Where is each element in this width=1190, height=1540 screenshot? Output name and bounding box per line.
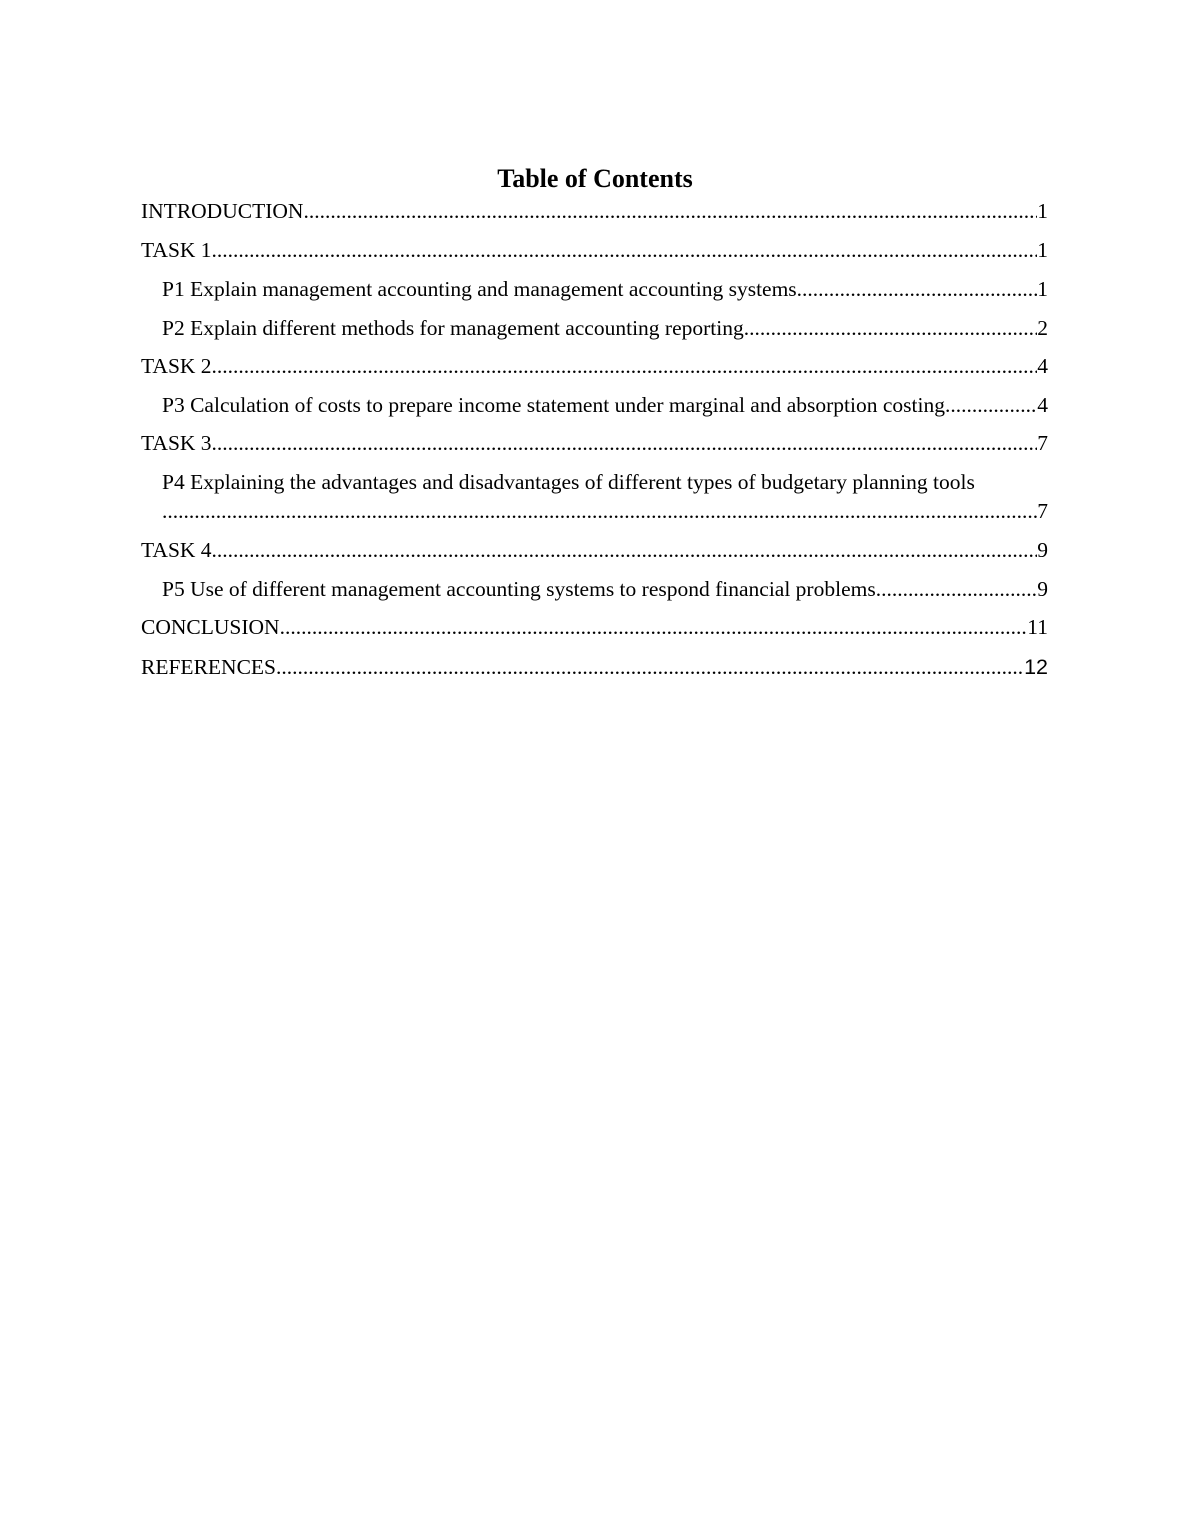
toc-leader-dots <box>945 391 1037 419</box>
toc-page-number: 4 <box>1037 393 1048 417</box>
toc-leader-dots <box>797 275 1038 303</box>
toc-page-number: 9 <box>1037 577 1048 601</box>
toc-entry-label: P3 Calculation of costs to prepare income statement under marginal and absorption costing <box>162 393 945 417</box>
toc-entry-p1[interactable] <box>162 275 1048 303</box>
toc-page-number: 2 <box>1037 316 1048 340</box>
toc-leader-dots <box>162 497 1037 525</box>
toc-page-number: 9 <box>1037 538 1048 562</box>
toc-title: Table of Contents <box>497 164 693 193</box>
toc-entry-p2[interactable] <box>162 314 1048 342</box>
toc-leader-dots <box>212 352 1038 380</box>
toc-entry-conclusion[interactable] <box>141 613 1048 641</box>
toc-entry-label: P1 Explain management accounting and management accounting systems <box>162 277 797 301</box>
toc-page-number: 1 <box>1037 238 1048 262</box>
toc-leader-dots <box>212 429 1038 457</box>
toc-entry-p3[interactable] <box>162 391 1048 419</box>
toc-entry-task-4[interactable] <box>141 536 1048 564</box>
toc-page-number: 4 <box>1037 354 1048 378</box>
toc-entry-task-2[interactable] <box>141 352 1048 380</box>
toc-entry-label: TASK 1 <box>141 238 212 262</box>
toc-entry-label: REFERENCES <box>141 655 276 679</box>
toc-leader-dots <box>280 613 1028 641</box>
toc-page-number: 1 <box>1037 277 1048 301</box>
toc-entry-label: TASK 4 <box>141 538 212 562</box>
toc-entry-label: P4 Explaining the advantages and disadvantages of different types of budgetary planning tools <box>162 470 975 494</box>
toc-entry-p5[interactable] <box>162 575 1048 603</box>
toc-entry-label: TASK 3 <box>141 431 212 455</box>
toc-leader-dots <box>744 314 1038 342</box>
toc-page-number: 11 <box>1027 615 1048 639</box>
toc-leader-dots <box>212 236 1038 264</box>
toc-entry-label: CONCLUSION <box>141 615 280 639</box>
toc-leader-dots <box>876 575 1038 603</box>
toc-entry-label: TASK 2 <box>141 354 212 378</box>
toc-page-number: 12 <box>1024 655 1048 679</box>
toc-entry-p4[interactable] <box>162 468 1048 525</box>
toc-leader-dots <box>303 197 1037 225</box>
toc-entry-label: INTRODUCTION <box>141 199 304 223</box>
toc-page-number: 7 <box>1037 431 1048 455</box>
toc-entry-task-1[interactable] <box>141 236 1048 264</box>
toc-entry-label: P2 Explain different methods for management accounting reporting <box>162 316 744 340</box>
toc-entry-task-3[interactable] <box>141 429 1048 457</box>
toc-entry-label: P5 Use of different management accounting systems to respond financial problems <box>162 577 876 601</box>
toc-entry-introduction[interactable] <box>141 197 1048 225</box>
toc-page-number: 1 <box>1037 199 1048 223</box>
toc-page-number: 7 <box>1037 499 1048 523</box>
toc-entry-references[interactable] <box>141 653 1048 681</box>
toc-leader-dots <box>212 536 1038 564</box>
toc-leader-dots <box>276 653 1024 681</box>
